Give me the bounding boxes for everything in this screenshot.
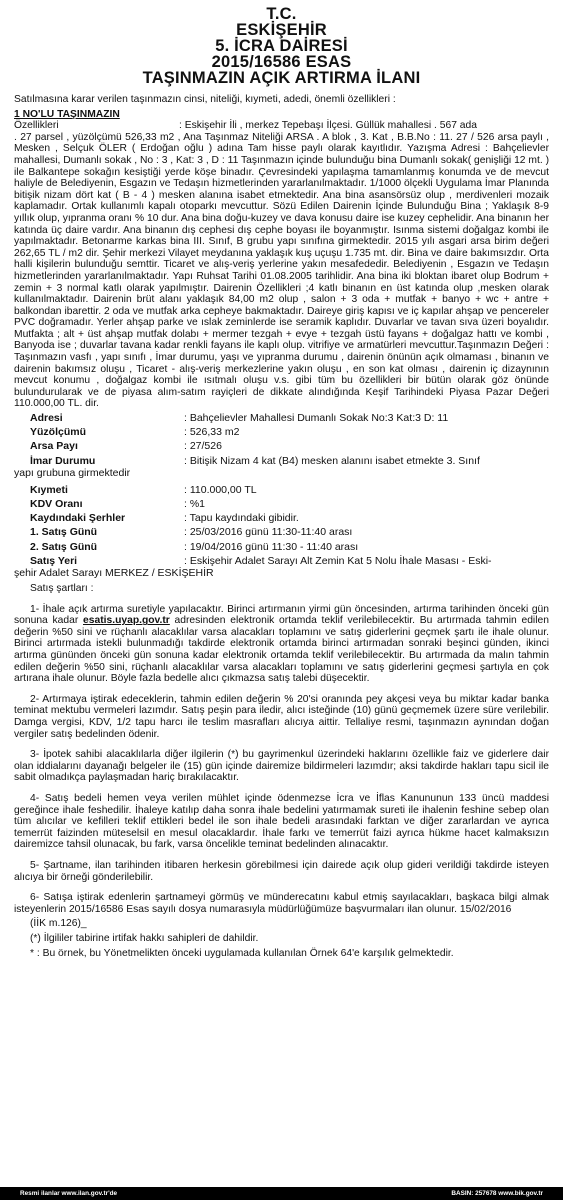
condition-1 (14, 604, 549, 685)
condition-2: 2- Artırmaya iştirak edeceklerin, tahmin edilen değerin % 20'si oranında pey akçesi veya bu miktar kadar banka teminat mektubu vermeleri lazımdır. Satış peşin para iledir, alıcı isteğinde (10) günü geçmemek üzere süre verilebilir. Damga vergisi, KDV, 1/2 tapu harcı ile teslim masrafları alıcıya aittir. Tellaliye resmi, taşınmazın aynından doğan vergiler satış bedelinden ödenir. (14, 693, 549, 740)
field-value: : Eskişehir Adalet Sarayı Alt Zemin Kat 5 Nolu İhale Masası - Eski- (184, 554, 492, 567)
field-row (14, 498, 549, 510)
field-label: Satış Yeri (30, 554, 78, 567)
header-title: TAŞINMAZIN AÇIK ARTIRMA İLANI (142, 69, 421, 87)
field-value: : Tapu kaydındaki gibidir. (184, 512, 299, 525)
footer-right-text: BASIN: 257678 www.bik.gov.tr (451, 1190, 543, 1197)
field-label: KDV Oranı (30, 498, 83, 511)
footer-bar (0, 1187, 563, 1200)
field-value: : %1 (184, 498, 206, 511)
field-value: : 27/526 (184, 440, 222, 453)
field-value: : 19/04/2016 günü 11:30 - 11:40 arası (184, 540, 359, 553)
ozellikler-first-line: : Eskişehir İli , merkez Tepebaşı İlçesi. Güllük mahallesi . 567 ada (179, 120, 477, 132)
condition-1-text-a: 1- İhale açık artırma suretiyle yapılacaktır. Birinci artırmanın yirmi gün öncesinden, artırma tarihinden önceki gün sonuna kadar (14, 603, 549, 627)
footnote-1: (*) İlgililer tabirine irtifak hakkı sahipleri de dahildir. (30, 932, 259, 944)
field-row (14, 440, 549, 452)
field-row (14, 412, 549, 424)
header-office: 5. İCRA DAİRESİ (215, 37, 348, 55)
field-label: 1. Satış Günü (30, 526, 98, 539)
field-value: : Bahçelievler Mahallesi Dumanlı Sokak No:3 Kat:3 D: 11 (184, 412, 449, 425)
field-label: Kaydındaki Şerhler (30, 512, 126, 525)
field-value: : 110.000,00 TL (184, 483, 257, 496)
property-subtitle: 1 NO'LU TAŞINMAZIN (14, 108, 120, 120)
satis-yeri-continuation: şehir Adalet Sarayı MERKEZ / ESKİŞEHİR (14, 567, 214, 580)
imar-continuation: yapı grubuna girmektedir (14, 466, 131, 479)
condition-1-text-b: adresinden elektronik ortamda teklif verilebilecektir. Bu artırmada tahmin edilen değerin %50 sini ve rüçhanlı alacaklılar varsa alacakları toplamını ve satış giderlerini geçmek şartı ile ihale olunur. Birinci artırmada istekli bulunmadığı takdirde elektronik ortamda birinci artırmadan sonraki beşinci günden, ikinci artırma gününden önceki gün sonuna kadar elektronik ortamda teklif verilebilecektir. Bu artırmada da malın tahmin edilen değerin %50 sini, rüçhanlı alacaklılar varsa alacakları toplamını ve satış giderlerini geçmesi şartıyla en çok artırana ihale olunur. Böyle fazla bedelle alıcı çıkmazsa satış talebi düşecektir. (14, 615, 549, 685)
field-label: Adresi (30, 412, 63, 425)
ozellikler-row (14, 120, 549, 132)
footer-left-text: Resmi ilanlar www.ilan.gov.tr'de (20, 1190, 118, 1197)
field-value: : 25/03/2016 günü 11:30-11:40 arası (184, 526, 353, 539)
field-row (14, 484, 549, 496)
notice-header (0, 6, 563, 86)
field-row (14, 526, 549, 538)
field-label: Kıymeti (30, 483, 68, 496)
field-row (14, 426, 549, 438)
condition-6: 6- Satışa iştirak edenlerin şartnameyi görmüş ve münderecatını kabul etmiş sayılacakları, başkaca bilgi almak isteyenlerin 2015/16586 Esas sayılı dosya numarasıyla müdürlüğümüze başvurmaları ilan olunur. 15/02/2016 (14, 892, 549, 915)
field-label: İmar Durumu (30, 454, 96, 467)
field-label: Arsa Payı (30, 440, 78, 453)
field-row (14, 541, 549, 553)
field-row (14, 512, 549, 524)
header-case-no: 2015/16586 ESAS (211, 53, 352, 71)
field-row (14, 555, 549, 567)
field-row (14, 455, 549, 467)
footnote-2: * : Bu örnek, bu Yönetmelikten önceki uygulamada kullanılan Örnek 64'e karşılık gelmektedir. (30, 947, 454, 959)
condition-3: 3- İpotek sahibi alacaklılarla diğer ilgilerin (*) bu gayrimenkul üzerindeki haklarını özellikle faiz ve giderlere dair olan iddialarını dayanağı belgeler ile (15) gün içinde dairemize bildirmeleri lazımdır; aksi takdirde hakları tapu sicil ile sabit olmadıkça paylaşmadan hariç bırakılacaktır. (14, 749, 549, 784)
condition-4: 4- Satış bedeli hemen veya verilen mühlet içinde ödenmezse İcra ve İflas Kanununun 133 üncü maddesi gereğince ihale feshedilir. İhaleye katılıp daha sonra ihale bedelini yatırmamak sureti ile ihalenin feshine sebep olan tüm alıcılar ve kefilleri teklif ettikleri bedel ile son ihale bedeli arasındaki farktan ve diğer zararlardan ve ayrıca temerrüt faizinden müteselsil en mesul olacaklardır. İhale farkı ve temerrüt faizi ayrıca hükme hacet kalmaksızın dairemizce tahsil olunacak, bu fark, varsa öncelikle teminat bedelinden alınacaktır. (14, 792, 549, 851)
sartlar-title: Satış şartları : (30, 583, 94, 595)
intro-text: Satılmasına karar verilen taşınmazın cinsi, niteliği, kıymeti, adedi, önemli özellikleri : (14, 94, 396, 105)
esatis-link[interactable]: esatis.uyap.gov.tr (83, 615, 170, 627)
condition-5: 5- Şartname, ilan tarihinden itibaren herkesin görebilmesi için dairede açık olup gideri verildiği takdirde isteyen alıcıya bir örneği gönderilebilir. (14, 859, 549, 883)
header-city: ESKİŞEHİR (236, 21, 327, 39)
iik-reference: (İİK m.126)_ (30, 918, 87, 930)
field-label: 2. Satış Günü (30, 540, 98, 553)
header-tc: T.C. (266, 5, 297, 23)
ozellikler-text: . 27 parsel , yüzölçümü 526,33 m2 , Ana Taşınmaz Niteliği ARSA . A blok , 3. Kat , B.B.No : 11. 27 / 526 arsa paylı , Mesken , Selçuk ÖLER ( Erdoğan oğlu ) adına Tam hisse paylı olarak kayıtlıdır. Yazışma Adresi : Bahçelievler mahallesi, Dumanlı sokak , No : 3 , Kat: 3 , D : 11 Taşınmazın içinde bulunduğu bina Dumanlı sokak( genişliği 12 mt. ) ile Balkantepe sokağın kesiştiği yerde köşe binadır. Çevresindeki yapılaşma tamamlanmış konumda ve de mevcut haliyle de Belediyenin, Esgazın ve Tedaşın hizmetlerinden yararlanılmaktadır. 1/1000 ölçekli Uygulama İmar Planında bitişik nizam dört kat ( B - 4 ) mesken alanına isabet etmektedir. Ana bina asansörsüz olup , merdivenleri mozaik kaplamadır. Ortak kullanımlı kapalı otoparkı mevcuttur. Sözü Edilen Dairenin İçinde Bulunduğu Bina ; Yaklaşık 8-9 yıllık olup, yıpranma oranı % 10 dur. Ana bina doğu-kuzey ve dava konusu daire ise kuzey cephelidir. Ana binanın her katında üç daire vardır. Ana binanın dış cephesi dış cephe boyası ile boyanmıştır. Isınma sistemi doğalgaz kombi ile yapılmaktadır. Betonarme karkas bina III. Sınıf, B grubu yapı sınıfına girmektedir. 2015 yılı asgari arsa birim değeri 262,65 TL / m2 dir. Şehir merkezi Vilayet meydanına yaklaşık kuş uçuşu 1.735 mt. dir. Bina ve daire bakımsızdır. Orta halli kişilerin bulunduğu semttir. Ticaret ve alış-veriş yerlerine yakın mesafededir. Belediyenin , Esgazın ve Tedaşın hizmetlerinden yararlanılmaktadır. Yapı Ruhsat Tarihi 01.08.2005 tarihlidir. Ana bina iki bloktan ibaret olup Bodrum + zemin + 3 normal katlı olarak yapılmıştır. Dairenin Özellikleri ;4 katlı binanın en üst katında olup ,mesken olarak kullanılmaktadır. Dairenin brüt alanı yaklaşık 84,00 m2 olup , salon + 3 oda + mutfak + banyo + wc + antre + balkondan ibarettir. 2 oda ve mutfak arka cepheye bakmaktadır. Daireye giriş kapısı ve iç kapılar ahşap ve pencereler PVC doğramadır. Yerler ahşap parke ve ıslak zeminlerde ise seramik kaplıdır. Duvarlar ve tavan sıva üzeri boyalıdır. Mutfakta ; alt + üst ahşap mutfak dolabı + mermer tezgah + evye + tezgah üstü fayans + doğalgaz hattı ve kombi , Banyoda ise ; duvarlar tavana kadar renkli fayans ile kaplı olup. vitrifiye ve armatürleri mevcuttur.Taşınmazın Değeri : Taşınmazın vasfı , yapı sınıfı , İmar durumu, yaşı ve yıpranma durumu , dairenin önünün açık olmaması , binanın ve dairenin bakımsız oluşu , Ticaret - alış-veriş merkezlerine yakın oluşu , en son kat olması , dairenin iç dizaynının mevcut konumu , doğalgaz kombi ile ısıtmalı oluşu v.s. gibi tüm bu özellikleri bir bütün olarak göz önünde bulundurularak ve de piyasa alım-satım rayiçleri de dikkate alındığında Keşif Tarihindeki Piyasa Pazar Değeri 110.000,00 TL. dir. (14, 131, 549, 410)
ozellikler-label: Özellikleri (14, 120, 59, 132)
notice-body (0, 86, 563, 959)
field-label: Yüzölçümü (30, 426, 87, 439)
field-value: : Bitişik Nizam 4 kat (B4) mesken alanını isabet etmekte 3. Sınıf (184, 454, 480, 467)
field-value: : 526,33 m2 (184, 426, 240, 439)
